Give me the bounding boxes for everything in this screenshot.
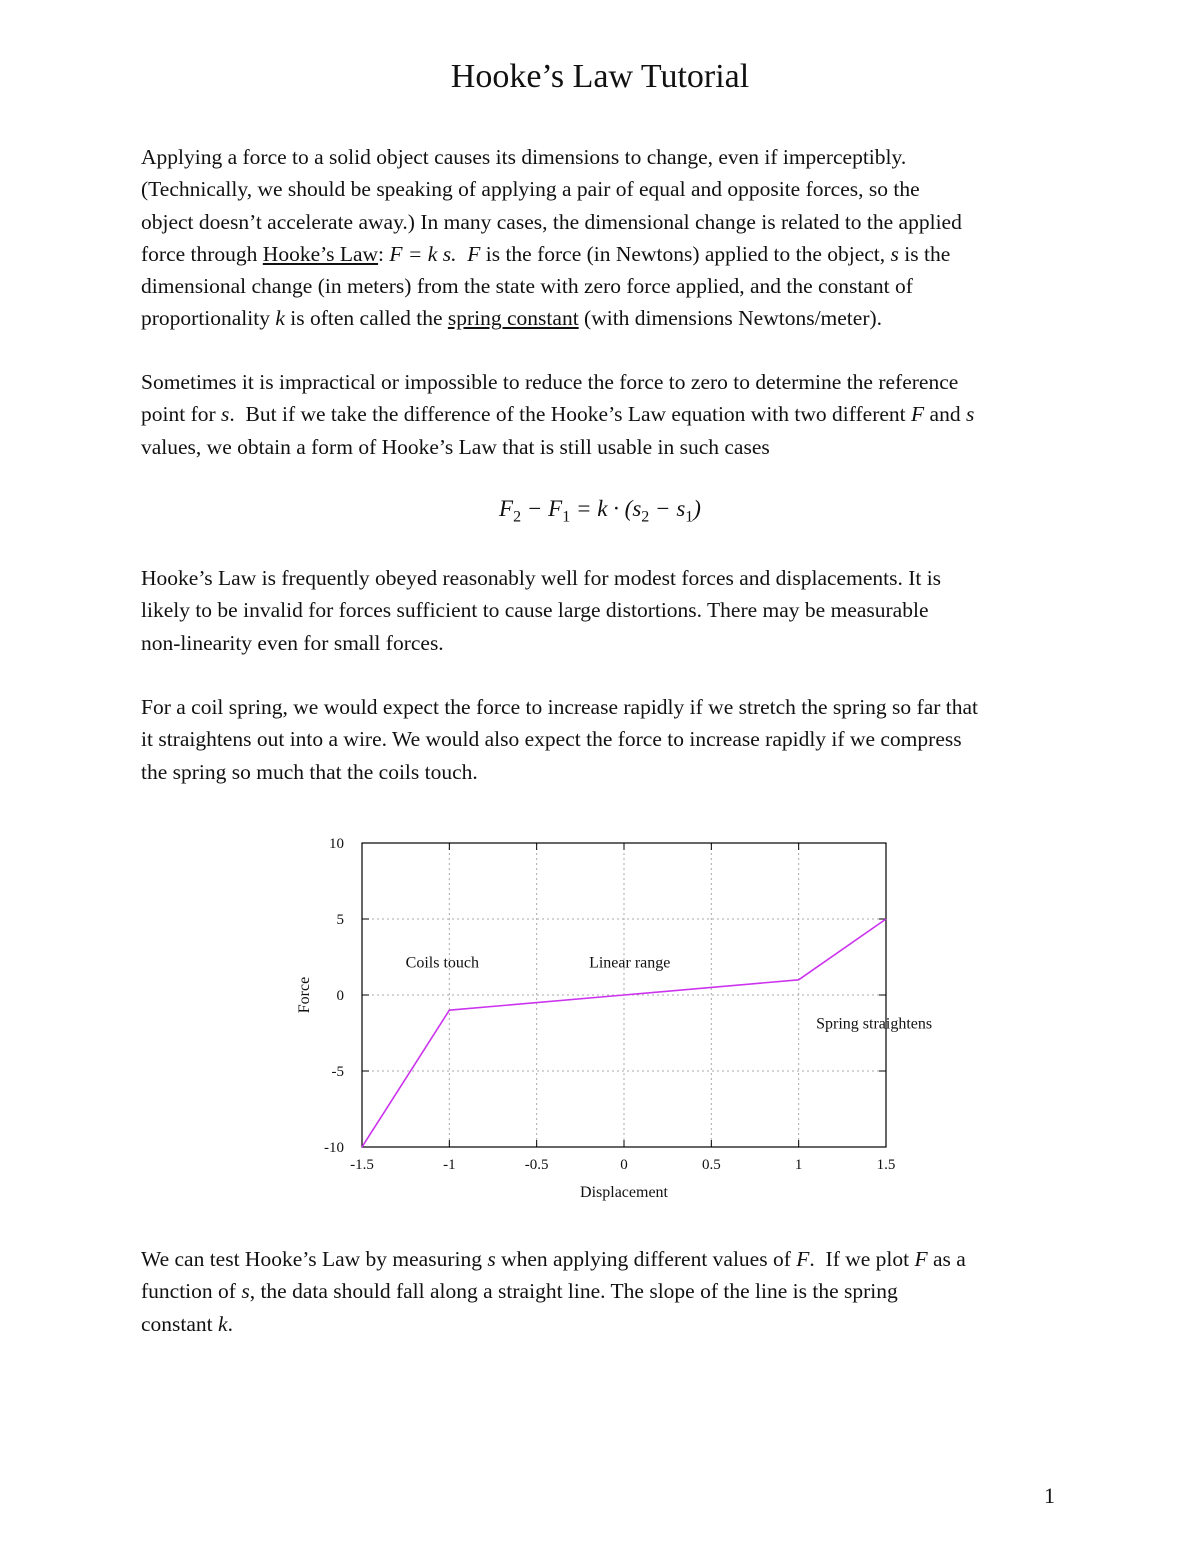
text-line: function of s, the data should fall along a straight line. The slope of the line is the spring — [141, 1279, 898, 1304]
text-line: the spring so much that the coils touch. — [141, 759, 478, 784]
text-line: values, we obtain a form of Hooke’s Law that is still usable in such cases — [141, 434, 770, 459]
text-line: Applying a force to a solid object causes its dimensions to change, even if imperceptibly. — [141, 145, 907, 169]
x-tick-label: 0 — [620, 1157, 628, 1173]
paragraph-intro — [141, 141, 1071, 335]
y-tick-label: 0 — [336, 988, 344, 1004]
y-tick-label: 10 — [329, 836, 344, 852]
text-line: constant k. — [141, 1311, 233, 1336]
spring-constant-link[interactable]: spring constant — [447, 306, 579, 331]
paragraph-coil-spring — [141, 691, 1071, 788]
paragraph-test — [141, 1243, 1071, 1340]
text-line: object doesn’t accelerate away.) In many cases, the dimensional change is related to the applied — [141, 209, 962, 234]
text-line: Hooke’s Law is frequently obeyed reasonably well for modest forces and displacements. It is — [141, 566, 942, 590]
chart-annotation: Coils touch — [405, 954, 480, 972]
paragraph-reference-point — [141, 366, 1071, 463]
text-line: We can test Hooke’s Law by measuring s when applying different values of F. If we plot F as a — [141, 1247, 966, 1271]
text-line: Sometimes it is impractical or impossible to reduce the force to zero to determine the reference — [141, 370, 959, 394]
text-line: (Technically, we should be speaking of applying a pair of equal and opposite forces, so the — [141, 177, 920, 202]
x-axis-label: Displacement — [580, 1184, 668, 1201]
page-title: Hooke’s Law Tutorial — [450, 58, 750, 95]
x-tick-label: 1 — [794, 1157, 803, 1173]
x-tick-label: -1 — [443, 1157, 456, 1173]
hookes-law-link[interactable]: Hooke’s Law — [262, 241, 379, 266]
y-tick-label: 5 — [336, 912, 344, 928]
x-tick-label: -0.5 — [524, 1157, 549, 1173]
x-tick-label: 1.5 — [876, 1157, 896, 1173]
text-line: For a coil spring, we would expect the force to increase rapidly if we stretch the spring so far that — [141, 695, 979, 719]
x-tick-label: -1.5 — [350, 1157, 374, 1173]
difference-equation: $F_2 - F_1 = k \cdot (s_2 - s_1)$ — [499, 496, 701, 526]
hookes-law-equation: F = k s. — [389, 241, 457, 266]
text-line: it straightens out into a wire. We would also expect the force to increase rapidly if we compress — [141, 727, 962, 752]
text-line: non-linearity even for small forces. — [141, 630, 444, 655]
text-line: likely to be invalid for forces sufficient to cause large distortions. There may be measurable — [141, 598, 929, 623]
y-axis-label: Force — [296, 976, 313, 1014]
chart-annotation: Linear range — [589, 954, 671, 972]
text-line: dimensional change (in meters) from the state with zero force applied, and the constant of — [141, 274, 913, 299]
force-displacement-chart — [280, 825, 933, 1215]
text-line: force through Hooke’s Law: F = k s. F is the force (in Newtons) applied to the object, s is the — [141, 241, 951, 266]
text-line: proportionality k is often called the spring constant (with dimensions Newtons/meter). — [141, 306, 883, 331]
y-tick-label: -5 — [331, 1064, 344, 1080]
text-line: point for s. But if we take the difference of the Hooke’s Law equation with two different F and s — [141, 402, 975, 427]
paragraph-validity — [141, 562, 1071, 659]
chart-annotation: Spring straightens — [816, 1015, 933, 1033]
x-tick-label: 0.5 — [701, 1157, 721, 1173]
page-number: 1 — [1044, 1483, 1055, 1508]
y-tick-label: -10 — [324, 1140, 344, 1156]
